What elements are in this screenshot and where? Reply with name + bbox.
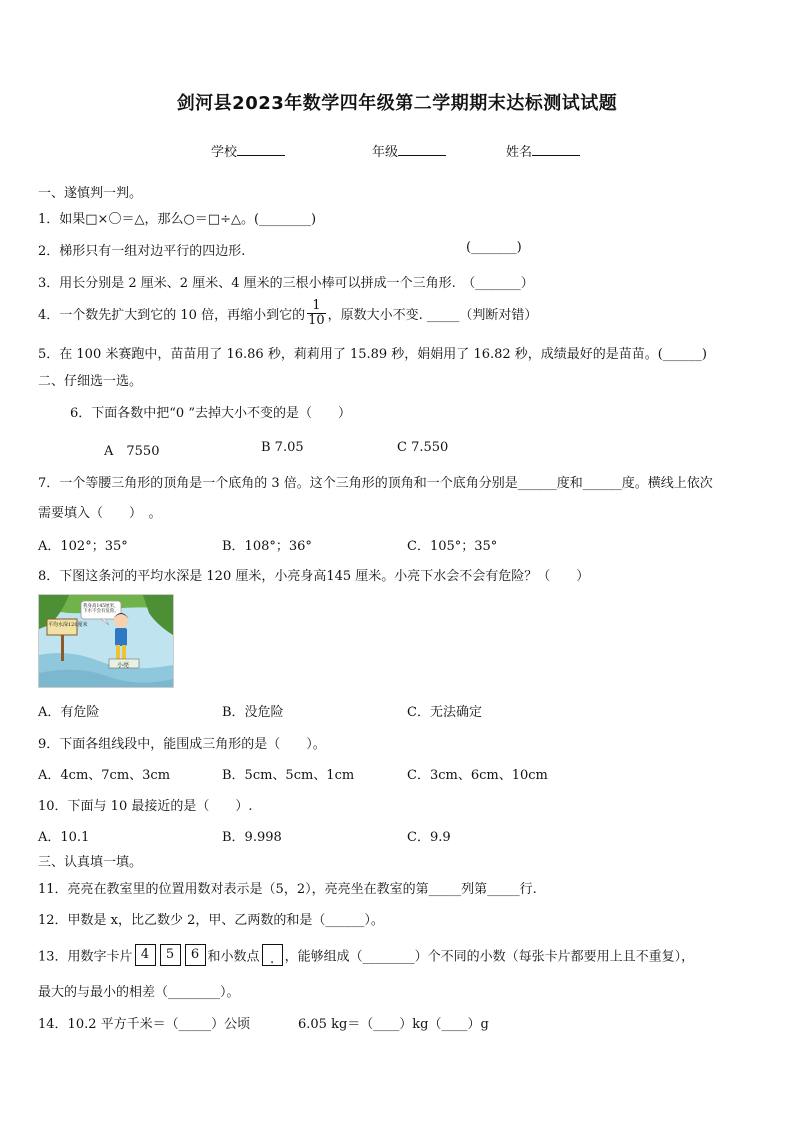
fraction-numerator: 1 [307,299,326,314]
question-9: 9．下面各组线段中，能围成三角形的是（ ）。 [38,737,326,752]
question-7-line1: 7．一个等腰三角形的顶角是一个底角的 3 倍。这个三角形的顶角和一个底角分别是______度和______度。横线上依次 [38,476,713,491]
question-13-before: 13．用数字卡片 [38,949,133,965]
question-13-line2: 最大的与最小的相差（________）。 [38,985,240,1000]
question-14-part1: 14．10.2 平方千米＝（_____）公顷 [38,1017,251,1032]
question-2-blank[interactable]: (_______) [466,240,522,255]
question-7-line2: 需要填入（ ） 。 [38,506,162,521]
q8-option-c[interactable]: C．无法确定 [407,705,482,720]
q10-option-a[interactable]: A．10.1 [38,830,90,845]
q7-option-b[interactable]: B．108°；36° [222,539,312,554]
question-13-after: ，能够组成（________）个不同的小数（每张卡片都要用上且不重复）， [284,949,695,965]
question-3: 3．用长分别是 2 厘米、2 厘米、4 厘米的三根小棒可以拼成一个三角形. （_______） [38,276,534,291]
question-13-mid: 和小数点 [207,949,260,965]
digit-card-6: 6 [185,944,206,966]
question-14-part2: 6.05 kg＝（____）kg（____）g [298,1017,489,1032]
q9-option-a[interactable]: A．4cm、7cm、3cm [38,768,171,783]
q10-option-c[interactable]: C．9.9 [407,830,451,845]
section-3-heading: 三、认真填一填。 [38,855,143,870]
depth-sign-text: 平均水深120厘米 [48,622,88,628]
question-6: 6．下面各数中把“0 ”去掉大小不变的是（ ） [70,406,351,421]
name-blank[interactable] [532,142,580,156]
section-2-heading: 二、仔细选一选。 [38,374,143,389]
question-13-line1 [38,944,694,966]
name-label: 姓名 [506,145,533,160]
digit-card-4: 4 [135,944,156,966]
school-label: 学校 [211,145,238,160]
question-4-after: ，原数大小不变. _____（判断对错） [327,308,538,323]
page-title: 剑河县2023年数学四年级第二学期期末达标测试试题 [176,93,618,114]
question-2: 2．梯形只有一组对边平行的四边形. [38,244,246,259]
fraction-one-tenth [307,299,326,328]
question-4-before: 4．一个数先扩大到它的 10 倍，再缩小到它的 [38,308,306,323]
digit-card-5: 5 [160,944,181,966]
river-illustration [38,594,174,688]
grade-field[interactable] [372,141,446,160]
grade-label: 年级 [372,145,399,160]
question-11: 11．亮亮在教室里的位置用数对表示是（5，2），亮亮坐在教室的第_____列第_____行. [38,882,537,897]
question-1: 1．如果□×〇＝△，那么○＝□÷△。(________) [38,212,317,227]
speech-bubble-text: 我身高145厘米，下水不会有危险。 [83,604,119,614]
q8-option-a[interactable]: A．有危险 [38,705,100,720]
question-5: 5．在 100 米赛跑中，苗苗用了 16.86 秒，莉莉用了 15.89 秒，娟娟用了 16.82 秒，成绩最好的是苗苗。(______) [38,347,707,362]
character-label: 小亮 [117,662,130,669]
question-12: 12．甲数是 x，比乙数少 2，甲、乙两数的和是（______）。 [38,913,384,928]
question-10: 10．下面与 10 最接近的是（ ）. [38,799,253,814]
q9-option-b[interactable]: B．5cm、5cm、1cm [222,768,355,783]
section-1-heading: 一、遂慎判一判。 [38,186,143,201]
q6-option-c[interactable]: C 7.550 [397,440,449,455]
question-8: 8．下图这条河的平均水深是 120 厘米，小亮身高145 厘米。小亮下水会不会有危险？（ ） [38,569,590,584]
q9-option-c[interactable]: C．3cm、6cm、10cm [407,768,548,783]
q6-option-a[interactable]: A 7550 [104,444,160,459]
q8-option-b[interactable]: B．没危险 [222,705,284,720]
q6-option-b[interactable]: B 7.05 [261,440,304,455]
question-4 [38,299,537,328]
grade-blank[interactable] [398,142,446,156]
fraction-denominator: 10 [308,313,325,328]
school-blank[interactable] [237,142,285,156]
q7-option-c[interactable]: C．105°；35° [407,539,498,554]
decimal-point-card: . [262,944,283,966]
school-field[interactable] [211,141,285,160]
name-field[interactable] [506,141,580,160]
q10-option-b[interactable]: B．9.998 [222,830,282,845]
q7-option-a[interactable]: A．102°；35° [38,539,128,554]
